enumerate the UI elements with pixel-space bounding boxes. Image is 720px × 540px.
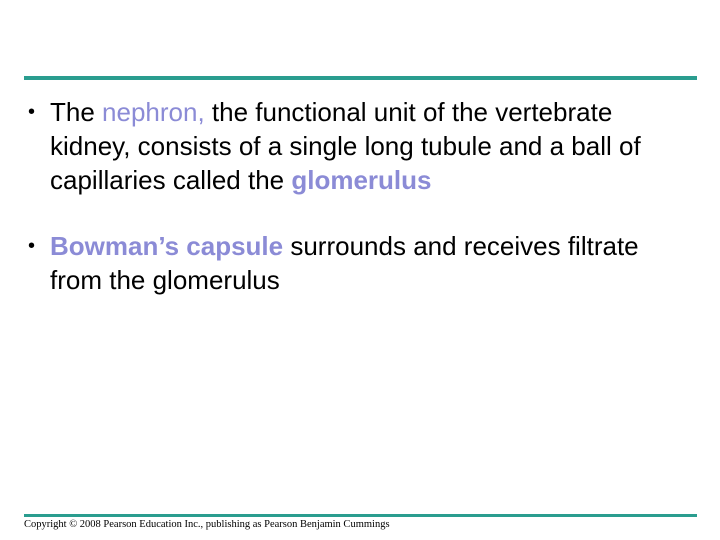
bullet-text: The [50,97,103,127]
copyright-footer: Copyright © 2008 Pearson Education Inc., publishing as Pearson Benjamin Cummings [24,519,390,530]
term-nephron: nephron, [102,97,205,127]
bullet-list [28,95,688,297]
bottom-divider [24,514,697,517]
top-divider [24,76,697,80]
bullet-bowmans-capsule [28,229,688,297]
bullet-nephron [28,95,688,197]
bullet-text: the functional unit of the vertebrate kidney, consists of a single long tubule and a ball of capillaries called the [50,97,641,195]
term-bowmans-capsule: Bowman’s capsule [50,231,284,261]
bullet-marker: • [28,235,36,257]
bullet-text: surrounds and receives filtrate from the glomerulus [50,231,639,295]
term-glomerulus: glomerulus [291,165,432,195]
bullet-marker: • [28,101,36,123]
